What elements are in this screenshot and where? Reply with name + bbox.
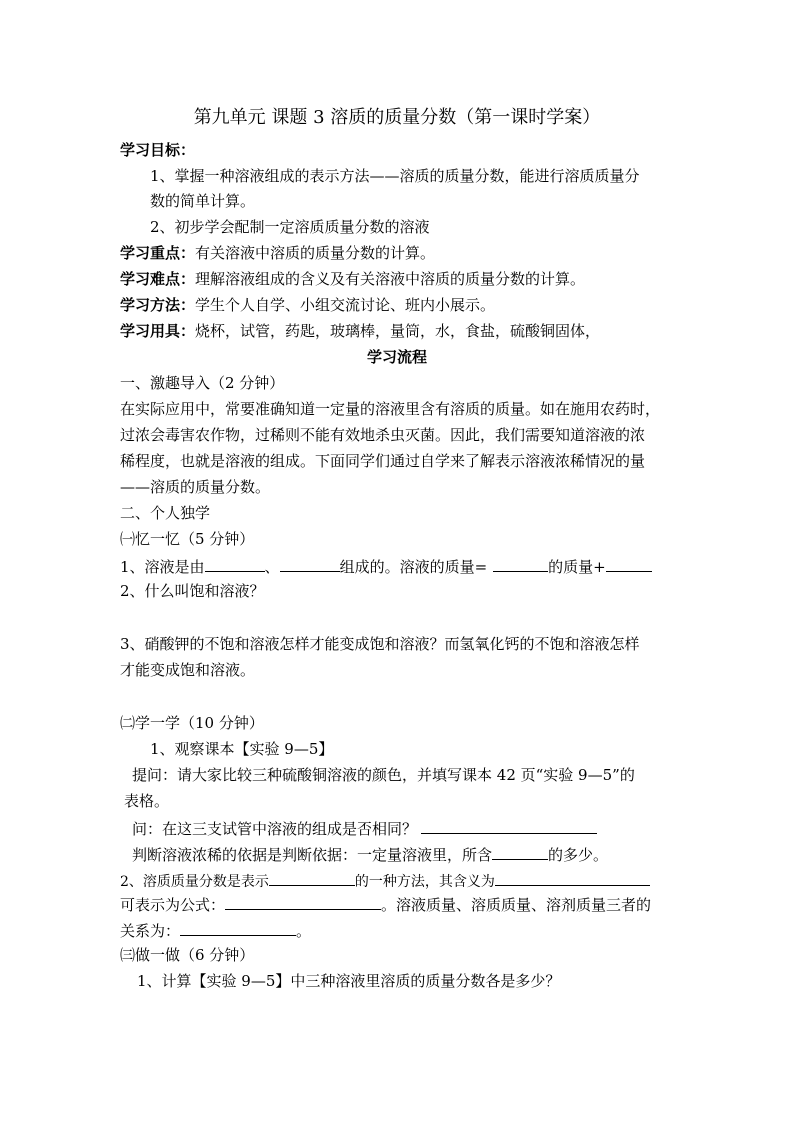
section-1-line-2: 过浓会毒害农作物，过稀则不能有效地杀虫灭菌。因此，我们需要知道溶液的浓 bbox=[120, 426, 646, 444]
learn-item2-text-b: 的一种方法，其含义为 bbox=[354, 874, 495, 890]
learn-formula-text-a: 可表示为公式： bbox=[120, 896, 226, 914]
difficulty-row bbox=[120, 269, 585, 289]
learn-ask-line-1: 提问：请大家比较三种硫酸铜溶液的颜色，并填写课本 42 页“实验 9—5”的 bbox=[132, 766, 635, 784]
learn-judge-text-a: 判断溶液浓稀的依据是判断依据：一定量溶液里，所含 bbox=[132, 846, 493, 864]
difficulty-text: 理解溶液组成的含义及有关溶液中溶质的质量分数的计算。 bbox=[195, 270, 586, 288]
learn-relation-text-b: 。 bbox=[296, 922, 312, 940]
blank-mass-1[interactable] bbox=[493, 555, 548, 572]
practice-item-1: 1、计算【实验 9—5】中三种溶液里溶质的质量分数各是多少？ bbox=[137, 972, 561, 990]
recall-heading: ㈠忆一忆（5 分钟） bbox=[120, 530, 255, 548]
learn-question bbox=[132, 817, 597, 839]
recall-question-1 bbox=[120, 555, 652, 577]
method-row bbox=[120, 295, 495, 315]
blank-composition[interactable] bbox=[421, 817, 597, 834]
page-title: 第九单元 课题 3 溶质的质量分数（第一课时学案） bbox=[193, 107, 601, 128]
difficulty-label: 学习难点： bbox=[120, 270, 196, 288]
objective-1-line-2: 数的简单计算。 bbox=[150, 192, 256, 210]
key-point-row bbox=[120, 243, 435, 263]
section-1-heading: 一、激趣导入（2 分钟） bbox=[120, 374, 285, 392]
recall-question-3-line-1: 3、硝酸钾的不饱和溶液怎样才能变成饱和溶液？而氢氧化钙的不饱和溶液怎样 bbox=[120, 635, 640, 653]
recall-question-3-line-2: 才能变成饱和溶液。 bbox=[120, 661, 256, 679]
recall-question-2: 2、什么叫饱和溶液？ bbox=[120, 582, 265, 600]
recall-q1-text-a: 1、溶液是由 bbox=[120, 558, 205, 576]
learn-judge-text-b: 的多少。 bbox=[548, 846, 609, 864]
learn-ask-line-2: 表格。 bbox=[124, 792, 170, 810]
tools-label: 学习用具： bbox=[120, 322, 196, 340]
learn-relation-text-a: 关系为： bbox=[120, 922, 181, 940]
objectives-heading: 学习目标： bbox=[120, 141, 196, 159]
blank-solute[interactable] bbox=[205, 555, 265, 572]
section-1-line-4: ——溶质的质量分数。 bbox=[120, 478, 271, 496]
blank-amount[interactable] bbox=[492, 843, 548, 860]
blank-formula[interactable] bbox=[225, 893, 381, 910]
practice-heading: ㈢做一做（6 分钟） bbox=[120, 946, 255, 964]
key-point-text: 有关溶液中溶质的质量分数的计算。 bbox=[195, 244, 436, 262]
blank-mass-2[interactable] bbox=[606, 555, 652, 572]
method-label: 学习方法： bbox=[120, 296, 196, 314]
key-point-label: 学习重点： bbox=[120, 244, 196, 262]
tools-row bbox=[120, 321, 600, 341]
learn-formula bbox=[120, 893, 651, 915]
recall-q1-text-c: 组成的。溶液的质量= bbox=[339, 558, 488, 576]
section-1-line-1: 在实际应用中，常要准确知道一定量的溶液里含有溶质的质量。如在施用农药时， bbox=[120, 400, 661, 418]
objective-2: 2、初步学会配制一定溶质质量分数的溶液 bbox=[150, 218, 430, 236]
learn-question-text: 问：在这三支试管中溶液的组成是否相同？ bbox=[132, 820, 418, 838]
blank-meaning[interactable] bbox=[495, 869, 650, 886]
learn-item2-text-a: 2、溶质质量分数是表示 bbox=[120, 874, 269, 890]
blank-represent[interactable] bbox=[269, 869, 355, 886]
learn-item-2 bbox=[120, 869, 650, 892]
learn-heading: ㈡学一学（10 分钟） bbox=[120, 714, 264, 732]
recall-q1-text-b: 、 bbox=[264, 558, 280, 576]
learn-formula-text-b: 。溶液质量、溶质质量、溶剂质量三者的 bbox=[381, 896, 652, 914]
learn-judge bbox=[132, 843, 608, 865]
section-1-line-3: 稀程度，也就是溶液的组成。下面同学们通过自学来了解表示溶液浓稀情况的量 bbox=[120, 452, 646, 470]
recall-q1-text-d: 的质量+ bbox=[548, 558, 606, 576]
blank-solvent[interactable] bbox=[280, 555, 340, 572]
blank-relation[interactable] bbox=[180, 919, 296, 936]
learn-item-1: 1、观察课本【实验 9—5】 bbox=[150, 740, 334, 758]
objective-1-line-1: 1、掌握一种溶液组成的表示方法——溶质的质量分数，能进行溶质质量分 bbox=[150, 167, 640, 185]
method-text: 学生个人自学、小组交流讨论、班内小展示。 bbox=[195, 296, 496, 314]
tools-text: 烧杯，试管，药匙，玻璃棒，量筒，水，食盐，硫酸铜固体， bbox=[195, 322, 601, 340]
section-2-heading: 二、个人独学 bbox=[120, 504, 211, 522]
learn-relation bbox=[120, 919, 311, 941]
process-heading: 学习流程 bbox=[366, 348, 427, 366]
